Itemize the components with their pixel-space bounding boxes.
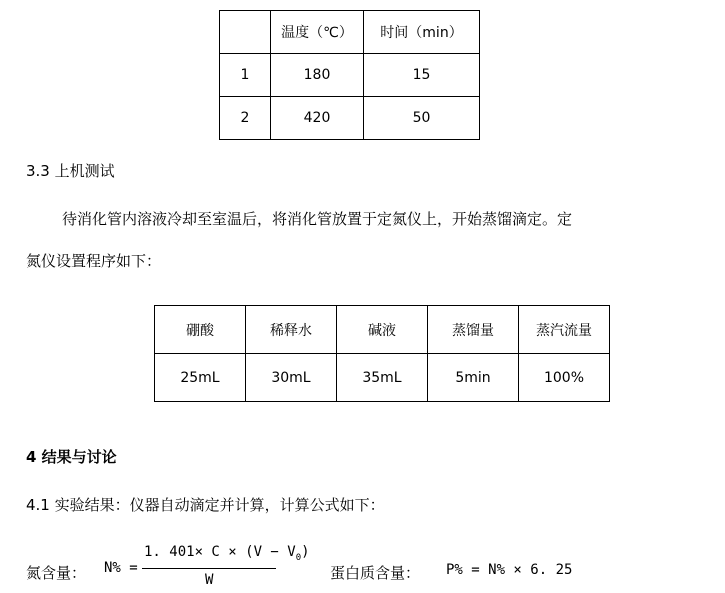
- table-cell: 25mL: [155, 354, 246, 402]
- paragraph-line-2: 氮仪设置程序如下：: [26, 252, 162, 270]
- table-row: [220, 97, 480, 140]
- table-cell: 30mL: [246, 354, 337, 402]
- table-cell: 2: [220, 97, 271, 140]
- table-cell: 1: [220, 54, 271, 97]
- formula-denominator: W: [205, 572, 214, 588]
- section-heading-4: 4 结果与讨论: [26, 448, 117, 466]
- table-cell: 5min: [428, 354, 519, 402]
- table-row: [220, 54, 480, 97]
- nitrogen-content-label: 氮含量：: [26, 564, 87, 582]
- digestion-program-table: [219, 10, 480, 140]
- table-header-cell: 温度（℃）: [271, 11, 364, 54]
- distillation-settings-table: [154, 305, 610, 402]
- section-heading-3-3: 3.3 上机测试: [26, 162, 115, 180]
- table-header-cell: [220, 11, 271, 54]
- table-cell: 420: [271, 97, 364, 140]
- table-cell: 15: [364, 54, 480, 97]
- table-cell: 100%: [519, 354, 610, 402]
- table-row: [155, 354, 610, 402]
- formula-numerator: [144, 544, 310, 563]
- table-header-row: [220, 11, 480, 54]
- table-cell: 180: [271, 54, 364, 97]
- formula-lhs: N% =: [104, 560, 138, 576]
- section-heading-4-1: 4.1 实验结果：仪器自动滴定并计算，计算公式如下：: [26, 496, 385, 514]
- table-header-cell: 硼酸: [155, 306, 246, 354]
- table-cell: 50: [364, 97, 480, 140]
- table-header-cell: 碱液: [337, 306, 428, 354]
- protein-formula: P% = N% × 6. 25: [446, 562, 573, 578]
- protein-content-label: 蛋白质含量：: [330, 564, 421, 582]
- formula-numerator-main: 1. 401× C × (V − V: [144, 544, 296, 560]
- formula-numerator-end: ): [301, 544, 310, 560]
- table-header-cell: 蒸汽流量: [519, 306, 610, 354]
- table-header-cell: 蒸馏量: [428, 306, 519, 354]
- table-header-cell: 稀释水: [246, 306, 337, 354]
- fraction-bar: [142, 568, 276, 569]
- table-header-cell: 时间（min）: [364, 11, 480, 54]
- table-header-row: [155, 306, 610, 354]
- table-cell: 35mL: [337, 354, 428, 402]
- formula-numerator-sub: 0: [295, 552, 302, 563]
- paragraph-line-1: 待消化管内溶液冷却至室温后，将消化管放置于定氮仪上，开始蒸馏滴定。定: [62, 210, 573, 228]
